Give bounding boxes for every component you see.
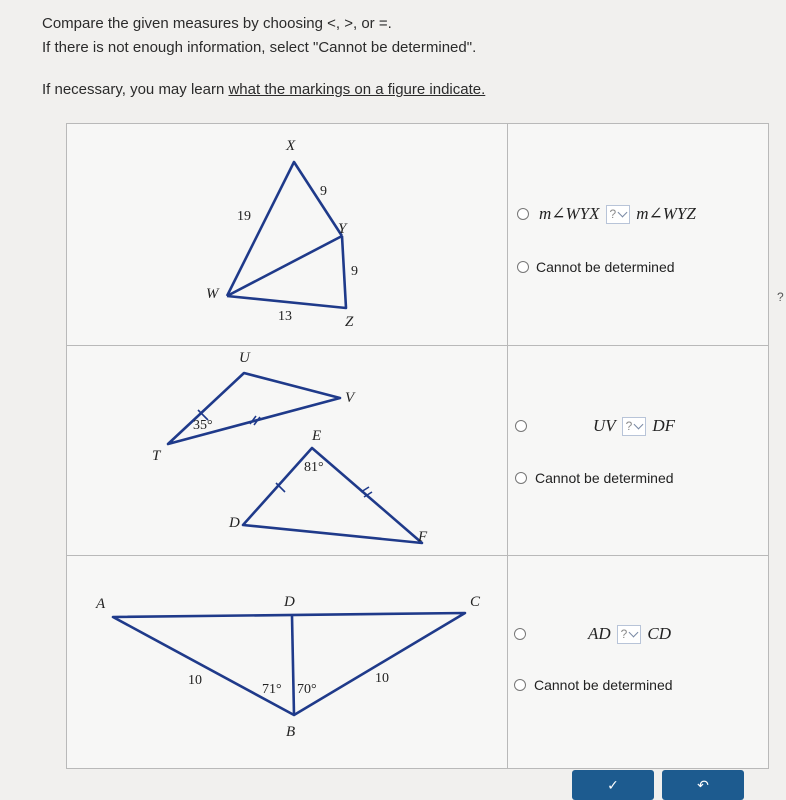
compare-1-select-value: ? xyxy=(609,207,617,221)
triangle-acb xyxy=(113,613,465,715)
vertex-d3-label: D xyxy=(284,594,295,610)
radio-compare-2[interactable] xyxy=(515,420,527,432)
compare-1-left: m∠WYX xyxy=(539,204,600,223)
segment-db xyxy=(292,616,294,715)
compare-2-select[interactable] xyxy=(622,417,647,436)
option-cannot-1[interactable] xyxy=(517,259,675,275)
compare-2-right: DF xyxy=(652,416,676,435)
cannot-1-label: Cannot be determined xyxy=(536,259,675,275)
length-ab-label: 10 xyxy=(188,673,202,688)
angle-e-label: 81° xyxy=(304,460,324,475)
vertex-x-label: X xyxy=(286,138,296,154)
undo-icon: ↶ xyxy=(697,776,709,793)
option-compare-1[interactable] xyxy=(517,204,696,224)
compare-3-left: AD xyxy=(588,624,611,643)
vertex-w-label: W xyxy=(206,286,219,302)
vertex-d-label: D xyxy=(229,515,240,531)
compare-1-right: m∠WYZ xyxy=(636,204,696,223)
chevron-down-icon xyxy=(629,627,639,637)
vertex-u-label: U xyxy=(239,350,250,366)
tick-ef-1 xyxy=(361,487,369,492)
radio-compare-1[interactable] xyxy=(517,208,529,220)
chevron-down-icon xyxy=(618,207,628,217)
radio-cannot-3[interactable] xyxy=(514,679,526,691)
option-cannot-2[interactable] xyxy=(515,470,674,486)
angle-t-label: 35° xyxy=(193,418,213,433)
length-cb-label: 10 xyxy=(375,671,389,686)
instruction-line-3-text: If necessary, you may learn xyxy=(42,81,229,98)
compare-3-select[interactable] xyxy=(617,625,642,644)
vertex-z-label: Z xyxy=(345,314,354,330)
markings-help-link[interactable]: what the markings on a figure indicate. xyxy=(228,81,486,98)
vertex-a-label: A xyxy=(96,596,106,612)
angle-left-label: 71° xyxy=(262,682,282,697)
option-cannot-3[interactable] xyxy=(514,677,673,693)
check-icon: ✓ xyxy=(607,776,619,793)
vertex-c-label: C xyxy=(470,594,481,610)
compare-1-select[interactable] xyxy=(606,205,631,224)
compare-2-left: UV xyxy=(593,416,616,435)
side-wy xyxy=(227,236,342,296)
length-yz-label: 9 xyxy=(351,264,358,279)
radio-cannot-1[interactable] xyxy=(517,261,529,273)
radio-compare-3[interactable] xyxy=(514,628,526,640)
length-xy-label: 9 xyxy=(320,184,327,199)
chevron-down-icon xyxy=(634,419,644,429)
undo-button[interactable] xyxy=(662,770,744,800)
instruction-line-2: If there is not enough information, select "Cannot be determined". xyxy=(42,39,477,56)
length-wx-label: 19 xyxy=(237,209,251,224)
side-wz-zy xyxy=(227,236,346,308)
vertex-t-label: T xyxy=(152,448,161,464)
option-compare-2[interactable] xyxy=(515,416,675,436)
side-wx-xy xyxy=(227,162,342,296)
compare-2-select-value: ? xyxy=(625,419,633,433)
compare-3-select-value: ? xyxy=(620,627,628,641)
vertex-b-label: B xyxy=(286,724,296,740)
vertex-v-label: V xyxy=(345,390,355,406)
option-compare-3[interactable] xyxy=(514,624,671,644)
vertex-y-label: Y xyxy=(338,221,347,237)
compare-3-right: CD xyxy=(647,624,671,643)
triangle-edf xyxy=(243,448,422,543)
vertex-e-label: E xyxy=(312,428,322,444)
cannot-2-label: Cannot be determined xyxy=(535,470,674,486)
radio-cannot-2[interactable] xyxy=(515,472,527,484)
check-button[interactable] xyxy=(572,770,654,800)
vertex-f-label: F xyxy=(418,529,428,545)
length-wz-label: 13 xyxy=(278,309,292,324)
angle-right-label: 70° xyxy=(297,682,317,697)
instruction-line-1: Compare the given measures by choosing <, >, or =. xyxy=(42,15,392,32)
edge-mark: ? xyxy=(777,290,784,304)
cannot-3-label: Cannot be determined xyxy=(534,677,673,693)
